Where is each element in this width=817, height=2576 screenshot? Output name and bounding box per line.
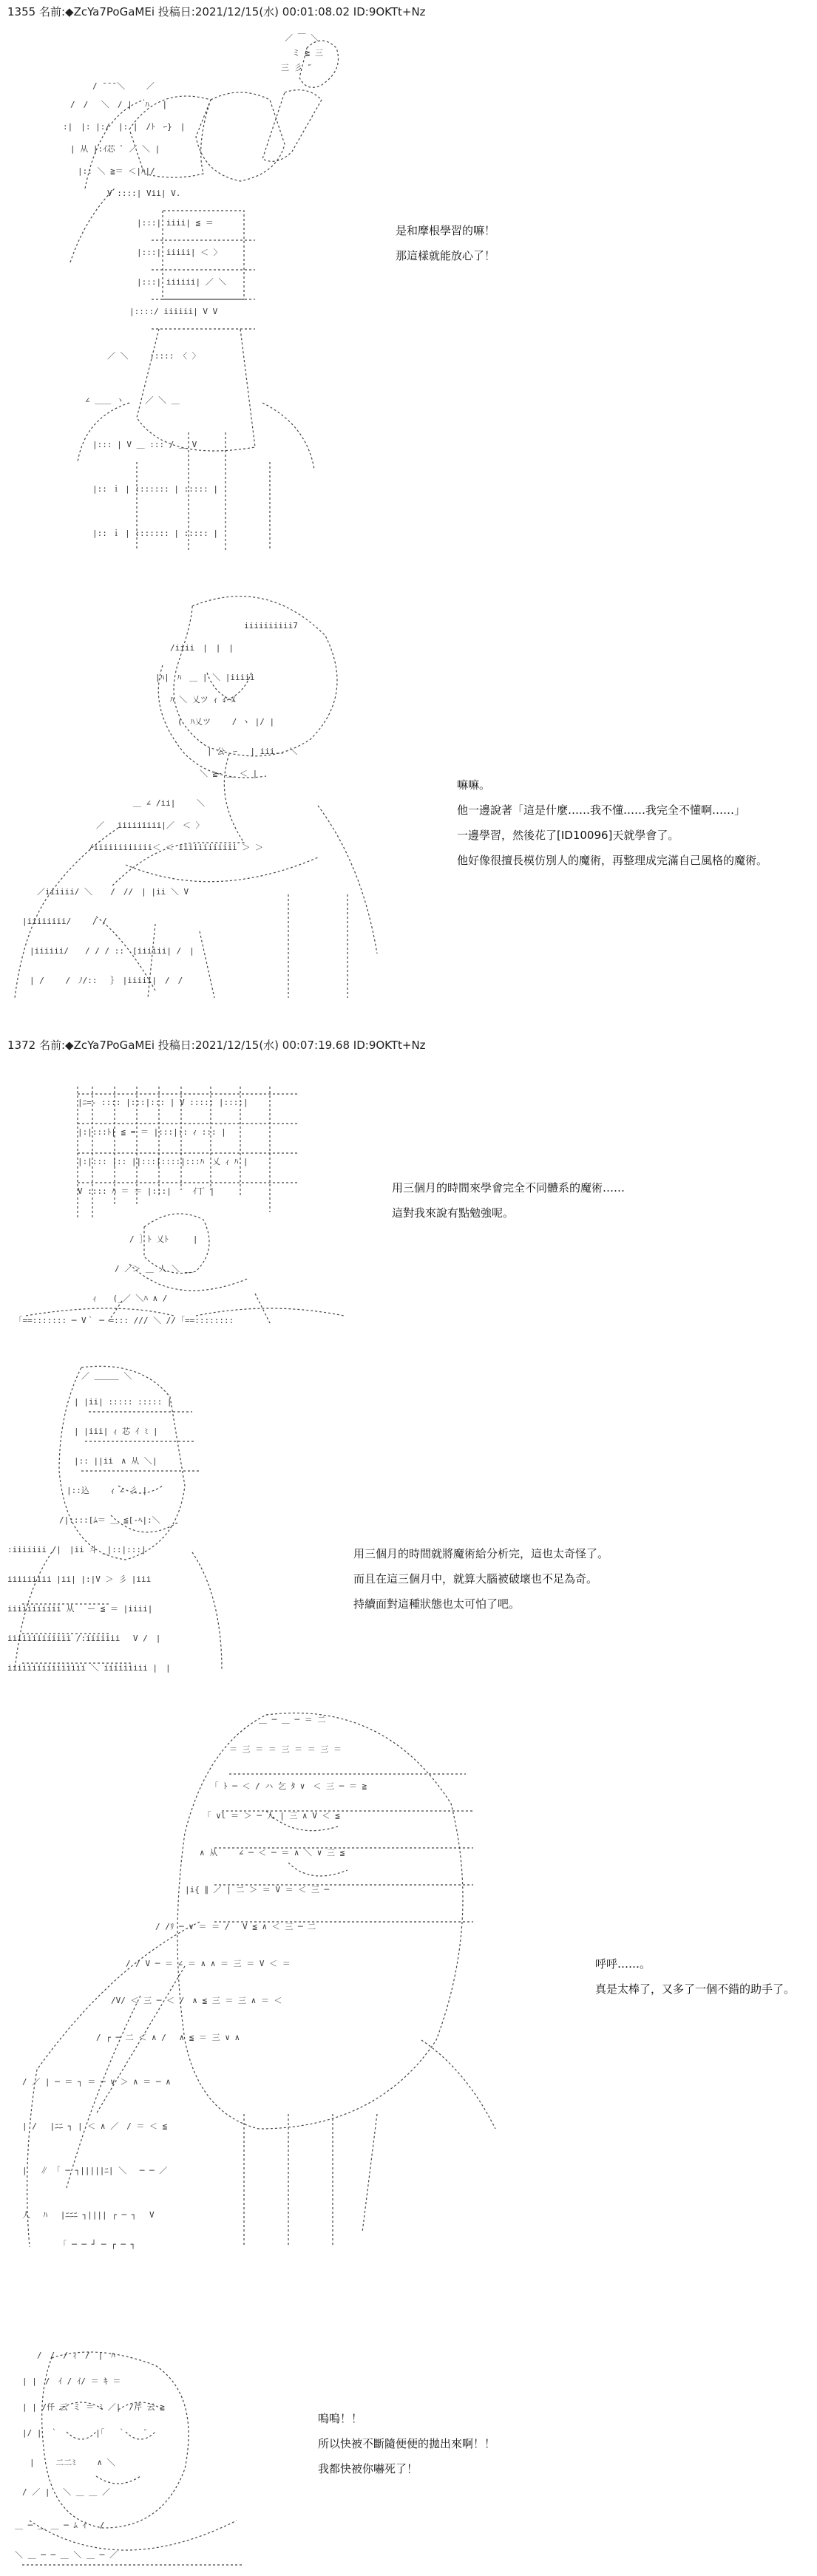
- svg-text:|::: | V ＿ ::: / ＿ V: |::: | V ＿ ::: / ＿ V: [92, 440, 197, 449]
- name-label: 名前:: [38, 5, 66, 18]
- dialogue-line: 一邊學習，然後花了[ID10096]天就學會了。: [457, 829, 679, 842]
- svg-text:∧ 从 ∠ ─ ＜ ─ ＝ ∧ ＼ ∨ 三 ≦: ∧ 从 ∠ ─ ＜ ─ ＝ ∧ ＼ ∨ 三 ≦: [200, 1848, 345, 1858]
- svg-text:三 彡 ″: 三 彡 ″: [281, 63, 312, 72]
- svg-text:|/ | ｀ |｢ ｀ ﾟ: |/ | ｀ |｢ ｀ ﾟ: [22, 2428, 149, 2438]
- svg-text:| / |ﾆﾆ ┐ | ＜ ∧ ／ / ＝ ＜ ≦: | / |ﾆﾆ ┐ | ＜ ∧ ／ / ＝ ＜ ≦: [22, 2121, 168, 2131]
- ascii-art-figure-face-closeup: [7, 2343, 251, 2569]
- dialogue-line: 嗚嗚！！: [318, 2412, 363, 2425]
- dialogue-line: 這對我來說有點勉強呢。: [392, 1206, 515, 1220]
- dialogue-line: 用三個月的時間就將魔術給分析完，這也太奇怪了。: [353, 1547, 609, 1560]
- svg-text:＝ 三 ＝ ＝ 三 ＝ ＝ 三 ＝: ＝ 三 ＝ ＝ 三 ＝ ＝ 三 ＝: [229, 1744, 342, 1754]
- svg-text:∠ ＿＿ ヽ ／ ＼ ＿: ∠ ＿＿ ヽ ／ ＼ ＿: [85, 395, 180, 405]
- svg-text::iiiiiii /| |ii 斗 _|::|:::|: :iiiiiii /| |ii 斗 _|::|:::|: [7, 1545, 146, 1554]
- svg-text:／ ＿＿＿ ＼: ／ ＿＿＿ ＼: [81, 1371, 132, 1381]
- svg-text:/V/ ＜ 三 ─ ＜ / ∧ ≦ 三 ＝ 三 ∧ ＝ ＜: /V/ ＜ 三 ─ ＜ / ∧ ≦ 三 ＝ 三 ∧ ＝ ＜: [111, 1996, 282, 2005]
- dialogue-box: [353, 1541, 608, 1617]
- svg-text:／iiiiii/ ＼ / // | |ii ＼ V: ／iiiiii/ ＼ / // | |ii ＼ V: [37, 887, 189, 897]
- svg-text:V :::: ﾊ ＝ ＝ |:::| ｲ丁 |: V :::: ﾊ ＝ ＝ |:::| ｲ丁 |: [78, 1186, 215, 1196]
- svg-text:人 ﾊ |ﾆﾆﾆ ┐|||| ┌ ─ ┐ V: 人 ﾊ |ﾆﾆﾆ ┐|||| ┌ ─ ┐ V: [22, 2210, 155, 2220]
- dialogue-line: 真是太棒了，又多了一個不錯的助手了。: [595, 1982, 796, 1996]
- dialogue-box: [396, 218, 495, 268]
- svg-text:/ ／＞ ＿ 人 ＼ ＿: / ／＞ ＿ 人 ＼ ＿: [115, 1264, 193, 1274]
- ascii-art-figure-leaning: [7, 584, 407, 1005]
- svg-text:/ ┌ ─ 二 ＜ ∧ / ∧ ≦ ＝ 三 ∨ ∧: / ┌ ─ 二 ＜ ∧ / ∧ ≦ ＝ 三 ∨ ∧: [96, 2033, 240, 2042]
- svg-text:/ ／ | ─ ＝ ┐ ＝ ─ ∨ ＞ ∧ ＝ ─ ∧: / ／ | ─ ＝ ┐ ＝ ─ ∨ ＞ ∧ ＝ ─ ∧: [22, 2077, 171, 2087]
- dialogue-box: [457, 772, 767, 873]
- svg-text:／ ￣ ＼: ／ ￣ ＼: [285, 33, 319, 43]
- svg-text:／ ＼ ::::: 〈 〉: ／ ＼ ::::: 〈 〉: [107, 351, 200, 361]
- svg-text:iiiiiiiii |ii| |:|V ＞ 彡 |iii: iiiiiiiii |ii| |:|V ＞ 彡 |iii: [7, 1574, 152, 1584]
- svg-text:ｨ (_／ ＼ﾊ ∧ /: ｨ (_／ ＼ﾊ ∧ /: [92, 1294, 168, 1303]
- svg-text:｢ ─ ─ ┘ ─ ┌ ─ ┐: ｢ ─ ─ ┘ ─ ┌ ─ ┐: [22, 2240, 136, 2249]
- svg-text:/ / V ─ ＝ ∠ ＝ ∧ ∧ ＝ 三 ＝ V ＜ ＝: / / V ─ ＝ ∠ ＝ ∧ ∧ ＝ 三 ＝ V ＜ ＝: [126, 1959, 291, 1968]
- svg-text:| / / ﾉ/:: ｝ |iiiii| / /: | / / ﾉ/:: ｝ |iiiii| / /: [30, 976, 183, 985]
- svg-text:| |ii| ::::: ::::: |: | |ii| ::::: ::::: |: [74, 1397, 172, 1407]
- svg-text:｢ ∨l ＝ ＞ ─ 人 | 三 ∧ V ＜ ≦: ｢ ∨l ＝ ＞ ─ 人 | 三 ∧ V ＜ ≦: [207, 1811, 340, 1821]
- post-date: 2021/12/15(水) 00:07:19.68: [194, 1039, 350, 1052]
- dialogue-box: [392, 1175, 625, 1226]
- post-number: 1372: [7, 1039, 36, 1052]
- svg-text:|:::| iiii| ≦ ＝: |:::| iiii| ≦ ＝: [137, 218, 214, 228]
- svg-text:＼ ≧ｰ ＿ ＜ |: ＼ ≧ｰ ＿ ＜ |: [200, 769, 258, 778]
- dialogue-line: 他一邊說著「這是什麼……我不懂……我完全不懂啊……」: [457, 803, 746, 817]
- svg-text:| 公 ｰ | iii.. ＼: | 公 ｰ | iii.. ＼: [207, 747, 298, 756]
- ascii-art-figure-raising-arm: [41, 18, 359, 551]
- dialogue-box: [595, 1951, 795, 2002]
- dialogue-line: 那這樣就能放心了！: [396, 249, 496, 262]
- dialogue-line: 我都快被你嚇死了！: [318, 2462, 418, 2475]
- svg-text:/ ］ﾄ 乂ﾄ |: / ］ﾄ 乂ﾄ |: [129, 1234, 198, 1244]
- svg-text:|:: ＼ ≧＝ ＜|ﾊ|/: |:: ＼ ≧＝ ＜|ﾊ|/: [78, 166, 155, 176]
- poster-name[interactable]: ◆ZcYa7PoGaMEi: [65, 1039, 155, 1052]
- svg-text:|:: ｉ | ::::::: | ::::: |: |:: ｉ | ::::::: | ::::: |: [92, 484, 218, 494]
- svg-text:ﾊ ＼ 乂ツ ｨ ｲ ﾒ: ﾊ ＼ 乂ツ ｨ ｲ ﾒ: [170, 695, 236, 704]
- dialogue-line: 呼呼……。: [595, 1957, 651, 1971]
- svg-text:| 从 |:ｲ芯 ﾟ ／ ＼ |: | 从 |:ｲ芯 ﾟ ／ ＼ |: [70, 144, 160, 154]
- svg-text:| | / ｲ / ｲ/ ＝ ｷ ＝: | | / ｲ / ｲ/ ＝ ｷ ＝: [22, 2376, 121, 2386]
- dialogue-line: 是和摩根學習的嘛！: [396, 224, 496, 237]
- svg-text:/ ̄ ̄ ̄ ＼ ／: / ̄ ̄ ̄ ＼ ／: [92, 81, 155, 91]
- svg-text:／ iiiiiiiii|／ ＜ 〉: ／ iiiiiiiii|／ ＜ 〉: [96, 820, 204, 830]
- dialogue-line: 他好像很擅長模仿別人的魔術，再整理成完滿自己風格的魔術。: [457, 854, 768, 867]
- ascii-art-figure-hooded: [7, 1360, 229, 1678]
- svg-text:/|::::[ﾑ＝ ＿ ≦[-ﾍ|:＼: /|::::[ﾑ＝ ＿ ≦[-ﾍ|:＼: [59, 1515, 160, 1525]
- svg-text:|iiiiii/ / / / :: [iiiiii| /: |iiiiii/ / / / :: [iiiiii| / |: [30, 946, 194, 956]
- svg-text:＿ ∠ /ii| ＼: ＿ ∠ /ii| ＼: [133, 798, 205, 808]
- svg-text:/iiii | | |: /iiii | | |: [170, 643, 234, 653]
- dialogue-line: 持續面對這種狀態也太可怕了吧。: [353, 1597, 521, 1611]
- svg-text:V ::::| Vii| V.: V ::::| Vii| V.: [107, 188, 181, 198]
- name-label: 名前:: [38, 1039, 66, 1052]
- svg-text:/ / ＼ / | ﾊ |: / / ＼ / | ﾊ |: [70, 100, 168, 109]
- svg-text:｢ ﾄ ─ ＜ / ハ 乞 ﾀ ∨ ＜ 三 ─ ＝ ≧: ｢ ﾄ ─ ＜ / ハ 乞 ﾀ ∨ ＜ 三 ─ ＝ ≧: [214, 1781, 367, 1791]
- svg-text:iiiiiiiiii7: iiiiiiiiii7: [244, 621, 298, 631]
- post-date: 2021/12/15(水) 00:01:08.02: [194, 5, 350, 18]
- svg-text:iiiiiiiiiiiiiiii ＼ iiiiiiiii |: iiiiiiiiiiiiiiii ＼ iiiiiiiii | |: [7, 1663, 171, 1673]
- svg-text:|:::| iiiii| ＜ 〉: |:::| iiiii| ＜ 〉: [137, 248, 222, 257]
- svg-text:|::::/ iiiiii| V V: |::::/ iiiiii| V V: [129, 307, 218, 316]
- svg-text:ミ ≧ 三: ミ ≧ 三: [292, 48, 323, 58]
- svg-text:/ / / ｨ / | ﾊ: / / / ｨ / | ﾊ: [37, 2351, 115, 2360]
- date-label: 投稿日:: [157, 1039, 195, 1052]
- svg-text:/iiiiiiiiiiii＜ ＜ iiiiiiiiiiii: /iiiiiiiiiiii＜ ＜ iiiiiiiiiiii ＞ ＞: [89, 843, 264, 852]
- poster-id: ID:9OKTt+Nz: [353, 5, 426, 18]
- ascii-art-figure-cloaked: [7, 1700, 510, 2262]
- dialogue-line: 所以快被不斷隨便便的拋出來啊！！: [318, 2437, 496, 2450]
- dialogue-line: 用三個月的時間來學會完全不同體系的魔術……: [392, 1181, 626, 1194]
- post-number: 1355: [7, 5, 36, 18]
- svg-text:＼ ＿ ─ ─ ＿ ＼ ＿ ─ ／: ＼ ＿ ─ ─ ＿ ＼ ＿ ─ ／: [15, 2550, 118, 2560]
- svg-text:|:: ｉ | ::::::: | ::::: |: |:: ｉ | ::::::: | ::::: |: [92, 529, 218, 538]
- poster-id: ID:9OKTt+Nz: [353, 1039, 426, 1052]
- svg-text::| |: |:/ |: | /ﾄ ｰ} |: :| |: |:/ |: | /ﾄ ｰ} |: [63, 122, 186, 132]
- svg-text:|ﾊ| ﾊ ＿ | ＼ |iiiii: |ﾊ| ﾊ ＿ | ＼ |iiiii: [155, 673, 255, 682]
- dialogue-line: 而且在這三個月中，就算大腦被破壞也不足為奇。: [353, 1572, 598, 1586]
- svg-text:|::込 ｨ ∠ 彡 |: |::込 ｨ ∠ 彡 |: [67, 1486, 148, 1495]
- svg-text:|iiiiiiii/ / /: |iiiiiiii/ / /: [22, 917, 107, 926]
- svg-text:|:: ||ii ∧ 从 ＼|: |:: ||ii ∧ 从 ＼|: [74, 1456, 157, 1466]
- dialogue-line: 嘛嘛。: [457, 778, 491, 792]
- svg-text:｢==::::::: ─ V｀ ─ =::: /// ＼ /: ｢==::::::: ─ V｀ ─ =::: /// ＼ // ｢==::::::::: [18, 1316, 234, 1325]
- svg-text:iiiiiiiiiii 从 ー ≦ ＝ |iiii|: iiiiiiiiiii 从 ー ≦ ＝ |iiii|: [7, 1604, 153, 1614]
- svg-text:|ﾆ=- :::: |:::|::: | V ::::: |: |ﾆ=- :::: |:::|::: | V ::::: |::::|: [78, 1098, 248, 1107]
- svg-text:( ﾊ乂ツ / ヽ |/ |: ( ﾊ乂ツ / ヽ |/ |: [177, 717, 275, 727]
- post-header: [7, 1039, 426, 1052]
- svg-text:iiiiiiiiiiiii /:iiiiiii V / |: iiiiiiiiiiiii /:iiiiiii V / |: [7, 1634, 161, 1643]
- svg-text:/ /ﾘ ─ ∨ ＝ ＝ / V ≦ ∧ ＜ 三 ─ 二: / /ﾘ ─ ∨ ＝ ＝ / V ≦ ∧ ＜ 三 ─ 二: [155, 1922, 316, 1931]
- svg-text:＿ ─ ＿ ＿ ─ ﾑ ｲ /: ＿ ─ ＿ ＿ ─ ﾑ ｲ /: [15, 2521, 105, 2530]
- ascii-art-figure-sitting: [18, 1079, 351, 1331]
- svg-text:/ ／ | ＼ ＿ ＿ ／: / ／ | ＼ ＿ ＿ ／: [22, 2487, 110, 2497]
- svg-text:|:|:::ﾄ| ≦ = ＝ |:::|:: ｨ ::: |: |:|:::ﾄ| ≦ = ＝ |:::|:: ｨ ::: |: [78, 1127, 226, 1137]
- date-label: 投稿日:: [157, 5, 195, 18]
- svg-text:|:|::: |:: ||:::|::::|:::ﾊ 乂 ｨ: |:|::: |:: ||:::|::::|:::ﾊ 乂 ｨ ﾊ |: [78, 1157, 248, 1166]
- svg-text:|i{ ∥ ／ | 二 ＞ ＝ V ＝ ＜ 三 ─: |i{ ∥ ／ | 二 ＞ ＝ V ＝ ＜ 三 ─: [185, 1885, 330, 1894]
- svg-text:| |iii| ｨ 芯 ｲ ﾐ |: | |iii| ｨ 芯 ｲ ﾐ |: [74, 1427, 158, 1436]
- svg-text:| 二二ﾐ ∧ ＼: | 二二ﾐ ∧ ＼: [30, 2458, 115, 2467]
- svg-text:|:::| iiiiii| ／ ＼: |:::| iiiiii| ／ ＼: [137, 277, 227, 287]
- post-header: [7, 5, 426, 18]
- dialogue-box: [318, 2406, 495, 2481]
- svg-text:| | /仟 云 ミ ＝ ﾐ ／| /芹 云 ≧: | | /仟 云 ミ ＝ ﾐ ／| /芹 云 ≧: [22, 2402, 165, 2412]
- svg-text:| ∥ ｢ ─ ┐|||||ﾆ| ＼ ─ ─ ／: | ∥ ｢ ─ ┐|||||ﾆ| ＼ ─ ─ ／: [22, 2166, 168, 2175]
- svg-text:＿ ─ ＿ ─ ＝ 二: ＿ ─ ＿ ─ ＝ 二: [259, 1715, 326, 1724]
- poster-name[interactable]: ◆ZcYa7PoGaMEi: [65, 5, 155, 18]
